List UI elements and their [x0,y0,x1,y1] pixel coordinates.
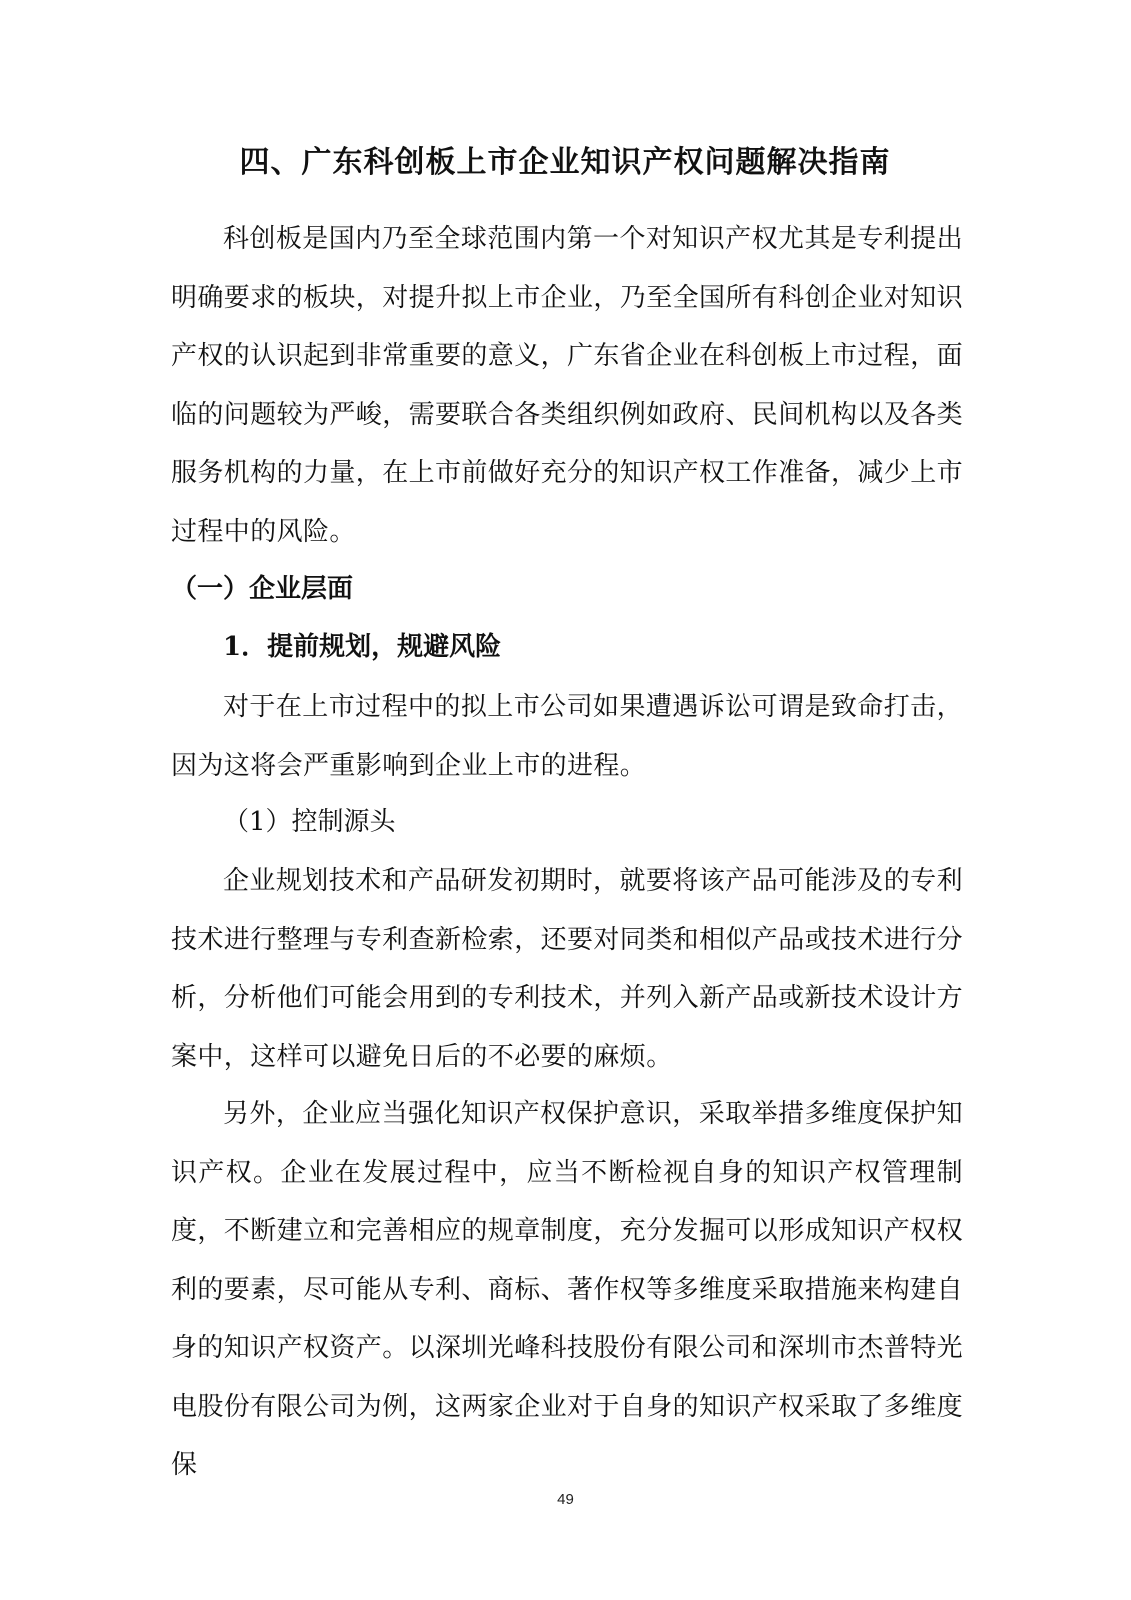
subsection-paragraph: 对于在上市过程中的拟上市公司如果遭遇诉讼可谓是致命打击，因为这将会严重影响到企业上市的进程。 [171,692,963,781]
page-number: 49 [557,1491,574,1508]
subsection-heading: 1．提前规划，规避风险 [223,632,502,662]
page-title: 四、广东科创板上市企业知识产权问题解决指南 [239,145,891,180]
additional-paragraph: 另外，企业应当强化知识产权保护意识，采取举措多维度保护知识产权。企业在发展过程中，应当不断检视自身的知识产权管理制度，不断建立和完善相应的规章制度，充分发掘可以形成知识产权权利的要素，尽可能从专利、商标、著作权等多维度采取措施来构建自身的知识产权资产。以深圳光峰科技股份有限公司和深圳市杰普特光电股份有限公司为例，这两家企业对于自身的知识产权采取了多维度保 [171,1099,964,1480]
control-paragraph: 企业规划技术和产品研发初期时，就要将该产品可能涉及的专利技术进行整理与专利查新检索，还要对同类和相似产品或技术进行分析，分析他们可能会用到的专利技术，并列入新产品或新技术设计方案中，这样可以避免日后的不必要的麻烦。 [171,866,964,1072]
section-heading: （一）企业层面 [171,574,354,604]
sub-subheading: （1）控制源头 [223,807,396,837]
intro-paragraph: 科创板是国内乃至全球范围内第一个对知识产权尤其是专利提出明确要求的板块，对提升拟上市企业，乃至全国所有科创企业对知识产权的认识起到非常重要的意义，广东省企业在科创板上市过程，面临的问题较为严峻，需要联合各类组织例如政府、民间机构以及各类服务机构的力量，在上市前做好充分的知识产权工作准备，减少上市过程中的风险。 [171,224,964,547]
